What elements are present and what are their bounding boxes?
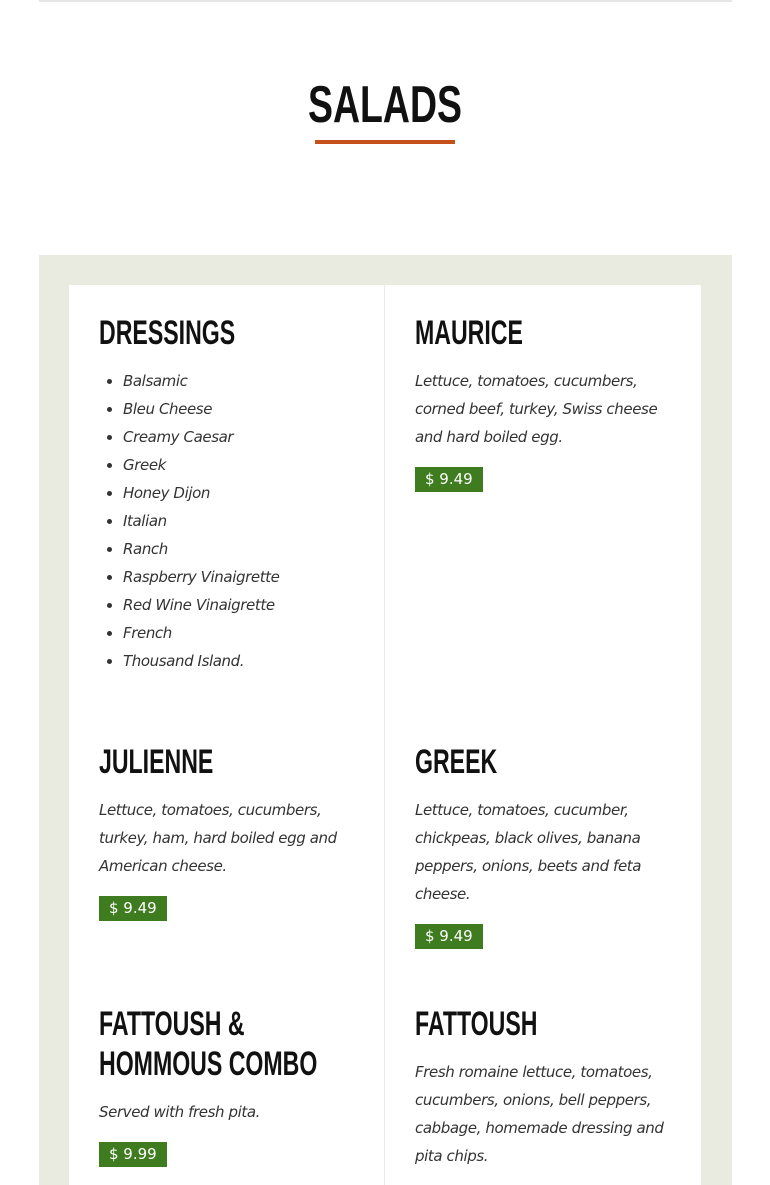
menu-item-maurice (415, 313, 665, 492)
list-item: • Italian (123, 507, 349, 535)
title-underline (315, 140, 455, 144)
item-description: Served with fresh pita. (99, 1103, 261, 1121)
column-divider (384, 285, 385, 1185)
menu-item-fattoush (415, 1004, 665, 1170)
price-badge: $ 9.49 (415, 467, 483, 492)
list-item: • Raspberry Vinaigrette (123, 563, 349, 591)
list-item: • Red Wine Vinaigrette (123, 591, 349, 619)
menu-item-dressings (99, 313, 349, 675)
item-title: FATTOUSH (415, 1005, 538, 1043)
item-description: Fresh romaine lettuce, tomatoes, cucumbers, onions, bell peppers, cabbage, homemade dressing and pita chips. (415, 1063, 664, 1165)
list-item: • Creamy Caesar (123, 423, 349, 451)
list-item: • Greek (123, 451, 349, 479)
item-title: GREEK (415, 743, 498, 781)
item-description: Lettuce, tomatoes, cucumbers, corned beef, turkey, Swiss cheese and hard boiled egg. (415, 372, 658, 446)
list-item: • Thousand Island. (123, 647, 349, 675)
top-divider (39, 0, 732, 2)
list-item: • Ranch (123, 535, 349, 563)
menu-item-greek (415, 742, 665, 949)
item-title: JULIENNE (99, 743, 214, 781)
item-title: FATTOUSH & HOMMOUS COMBO (99, 1005, 318, 1083)
item-title: DRESSINGS (99, 314, 236, 352)
price-badge: $ 9.99 (99, 1142, 167, 1167)
dressings-list (99, 367, 349, 675)
list-item: • French (123, 619, 349, 647)
list-item: • Honey Dijon (123, 479, 349, 507)
list-item: • Bleu Cheese (123, 395, 349, 423)
list-item: • Balsamic (123, 367, 349, 395)
menu-item-fattoush-hommous-combo (99, 1004, 349, 1167)
item-description: Lettuce, tomatoes, cucumbers, turkey, ham, hard boiled egg and American cheese. (99, 801, 337, 875)
item-description: Lettuce, tomatoes, cucumber, chickpeas, black olives, banana peppers, onions, beets and feta cheese. (415, 801, 642, 903)
menu-item-julienne (99, 742, 349, 921)
section-title: SALADS (308, 76, 462, 134)
price-badge: $ 9.49 (415, 924, 483, 949)
price-badge: $ 9.49 (99, 896, 167, 921)
item-title: MAURICE (415, 314, 523, 352)
